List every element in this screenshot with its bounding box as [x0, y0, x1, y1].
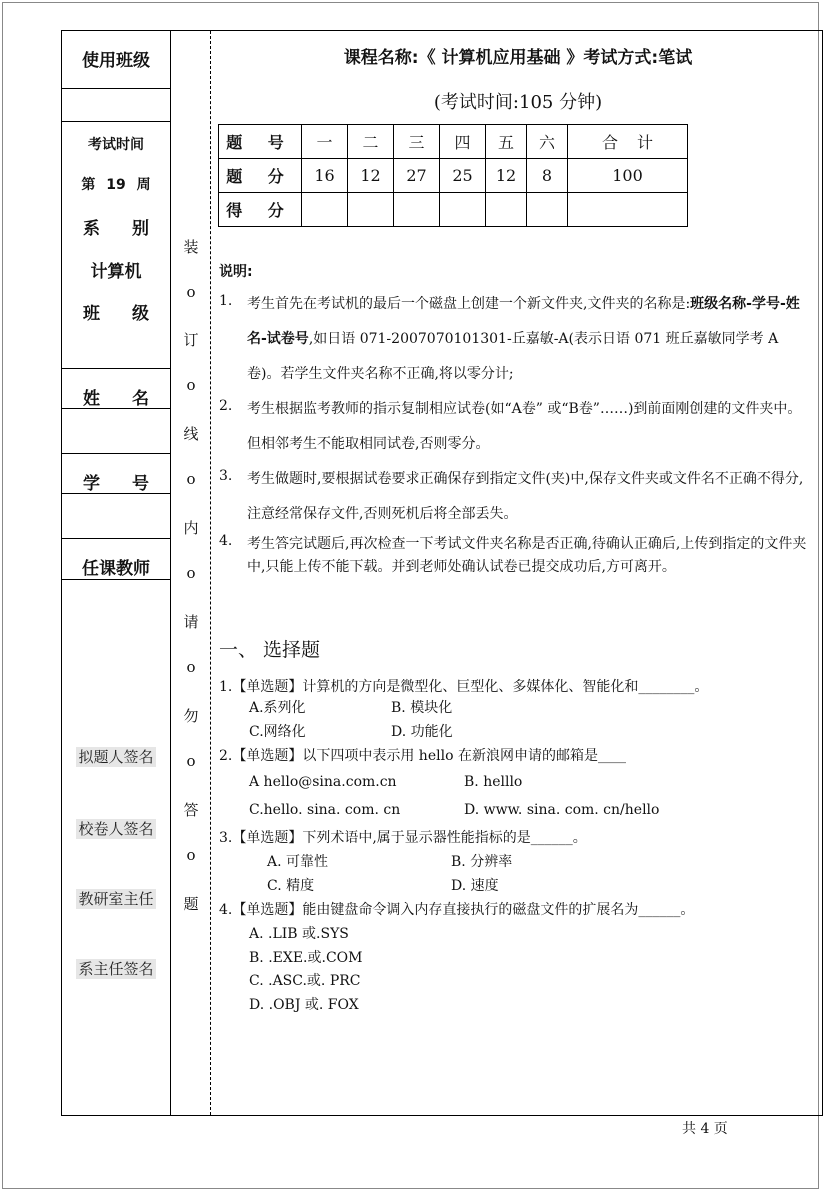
- signature-dept-head: 系主任签名: [78, 960, 154, 978]
- option: B. 分辨率: [451, 854, 513, 870]
- student-id-label: 学 号: [83, 474, 149, 494]
- binding-char: o: [186, 564, 196, 582]
- binding-char: 线: [183, 425, 199, 443]
- option: B. helllo: [464, 774, 523, 790]
- name-label: 姓 名: [83, 389, 149, 409]
- binding-char: 勿: [183, 707, 199, 725]
- question-4: 4.【单选题】能由键盘命令调入内存直接执行的磁盘文件的扩展名为______。: [219, 902, 695, 918]
- question-1: 1.【单选题】计算机的方向是微型化、巨型化、多媒体化、智能化和________。: [219, 679, 709, 695]
- table-header-cell: 题 号: [219, 125, 302, 159]
- binding-char: o: [186, 283, 196, 301]
- table-cell: 12: [486, 159, 527, 193]
- exam-sheet: [61, 30, 823, 1116]
- question-3: 3.【单选题】下列术语中,属于显示器性能指标的是______。: [219, 830, 587, 846]
- table-cell: 12: [348, 159, 394, 193]
- table-row: [219, 193, 688, 227]
- option: A. 可靠性: [267, 854, 329, 870]
- binding-char: 装: [183, 238, 199, 256]
- table-cell: 一: [302, 125, 348, 159]
- table-header-cell: 得 分: [219, 193, 302, 227]
- table-cell: 合 计: [568, 125, 688, 159]
- option: D. 速度: [451, 878, 499, 894]
- instruction-text: 考生做题时,要根据试卷要求正确保存到指定文件(夹)中,保存文件夹或文件名不正确不得分,注意经常保存文件,否则死机后将全部丢失。: [247, 471, 804, 522]
- option: C.hello. sina. com. cn: [249, 802, 401, 818]
- option: A hello@sina.com.cn: [249, 774, 397, 790]
- page-count: 共 4 页: [682, 1121, 728, 1137]
- table-cell: 六: [527, 125, 568, 159]
- table-cell: 四: [440, 125, 486, 159]
- sidebar-rule: [62, 453, 170, 454]
- exam-week: 第 19 周: [81, 177, 151, 193]
- table-cell: 100: [568, 159, 688, 193]
- instruction-text: 考生答完试题后,再次检查一下考试文件夹名称是否正确,待确认正确后,上传到指定的文件夹中,只能上传不能下载。并到老师处确认试卷已提交成功后,方可离开。: [247, 536, 807, 575]
- option: A. .LIB 或.SYS: [249, 926, 349, 942]
- table-cell: 8: [527, 159, 568, 193]
- option: D. www. sina. com. cn/hello: [464, 802, 660, 818]
- exam-duration: (考试时间:105 分钟): [433, 92, 603, 113]
- section-title: 一、 选择题: [219, 639, 321, 661]
- sidebar-rule: [62, 88, 170, 89]
- sidebar-rule: [62, 538, 170, 539]
- table-cell: 二: [348, 125, 394, 159]
- sidebar-rule: [62, 368, 170, 369]
- class-label: 使用班级: [82, 51, 150, 71]
- option: D. .OBJ 或. FOX: [249, 997, 359, 1013]
- score-input-cell[interactable]: [486, 193, 527, 227]
- option: B. .EXE.或.COM: [249, 950, 363, 966]
- binding-char: o: [186, 752, 196, 770]
- instruction-number: 3.: [219, 468, 233, 484]
- table-cell: 五: [486, 125, 527, 159]
- score-input-cell[interactable]: [394, 193, 440, 227]
- instruction-number: 4.: [219, 533, 233, 549]
- signature-setter: 拟题人签名: [78, 748, 154, 766]
- teacher-label: 任课教师: [82, 559, 150, 579]
- option: C. 精度: [267, 878, 315, 894]
- course-title: 课程名称:《 计算机应用基础 》考试方式:笔试: [343, 48, 693, 68]
- option: B. 模块化: [391, 700, 453, 716]
- table-cell: 16: [302, 159, 348, 193]
- binding-char: 答: [183, 801, 199, 819]
- score-input-cell[interactable]: [302, 193, 348, 227]
- score-input-cell[interactable]: [348, 193, 394, 227]
- table-cell: 三: [394, 125, 440, 159]
- sidebar-rule: [62, 121, 170, 122]
- department-value: 计算机: [90, 262, 142, 282]
- question-2: 2.【单选题】以下四项中表示用 hello 在新浪网申请的邮箱是____: [219, 748, 626, 764]
- score-input-cell[interactable]: [440, 193, 486, 227]
- option: A.系列化: [249, 700, 306, 716]
- folder-format: 班级名称-学号-姓名-试卷号: [247, 296, 800, 347]
- instruction-text: 考生首先在考试机的最后一个磁盘上创建一个新文件夹,文件夹的名称是:班级名称-学号-姓名-试卷号,如日语 071-2007070101301-丘嘉敏-A(表示日语 071 班丘嘉敏同学考 A 卷)。若学生文件夹名称不正确,将以零分计;: [247, 296, 800, 382]
- binding-char: o: [186, 470, 196, 488]
- binding-char: 内: [183, 519, 199, 537]
- binding-char: o: [186, 846, 196, 864]
- table-cell: 27: [394, 159, 440, 193]
- instructions-title: 说明:: [219, 264, 253, 280]
- score-input-cell[interactable]: [568, 193, 688, 227]
- option: D. 功能化: [391, 724, 453, 740]
- binding-char: 请: [183, 613, 199, 631]
- instruction-text: 考生根据监考教师的指示复制相应试卷(如“A卷” 或“B卷”……)到前面刚创建的文件夹中。但相邻考生不能取相同试卷,否则零分。: [247, 401, 802, 452]
- signature-checker: 校卷人签名: [78, 820, 154, 838]
- signature-director: 教研室主任: [78, 890, 154, 908]
- option: C. .ASC.或. PRC: [249, 973, 361, 989]
- binding-char: 题: [183, 895, 199, 913]
- binding-char: o: [186, 376, 196, 394]
- instruction-number: 1.: [219, 293, 233, 309]
- option: C.网络化: [249, 724, 306, 740]
- table-cell: 25: [440, 159, 486, 193]
- department-label: 系 别: [83, 219, 149, 239]
- score-input-cell[interactable]: [527, 193, 568, 227]
- binding-char: o: [186, 658, 196, 676]
- instruction-number: 2.: [219, 398, 233, 414]
- table-row: [219, 159, 688, 193]
- table-row: [219, 125, 688, 159]
- binding-char: 订: [183, 331, 199, 349]
- sidebar-rule: [62, 579, 170, 580]
- class-field-label: 班 级: [83, 304, 149, 324]
- table-header-cell: 题 分: [219, 159, 302, 193]
- exam-time-label: 考试时间: [88, 137, 144, 153]
- score-table: [218, 124, 688, 227]
